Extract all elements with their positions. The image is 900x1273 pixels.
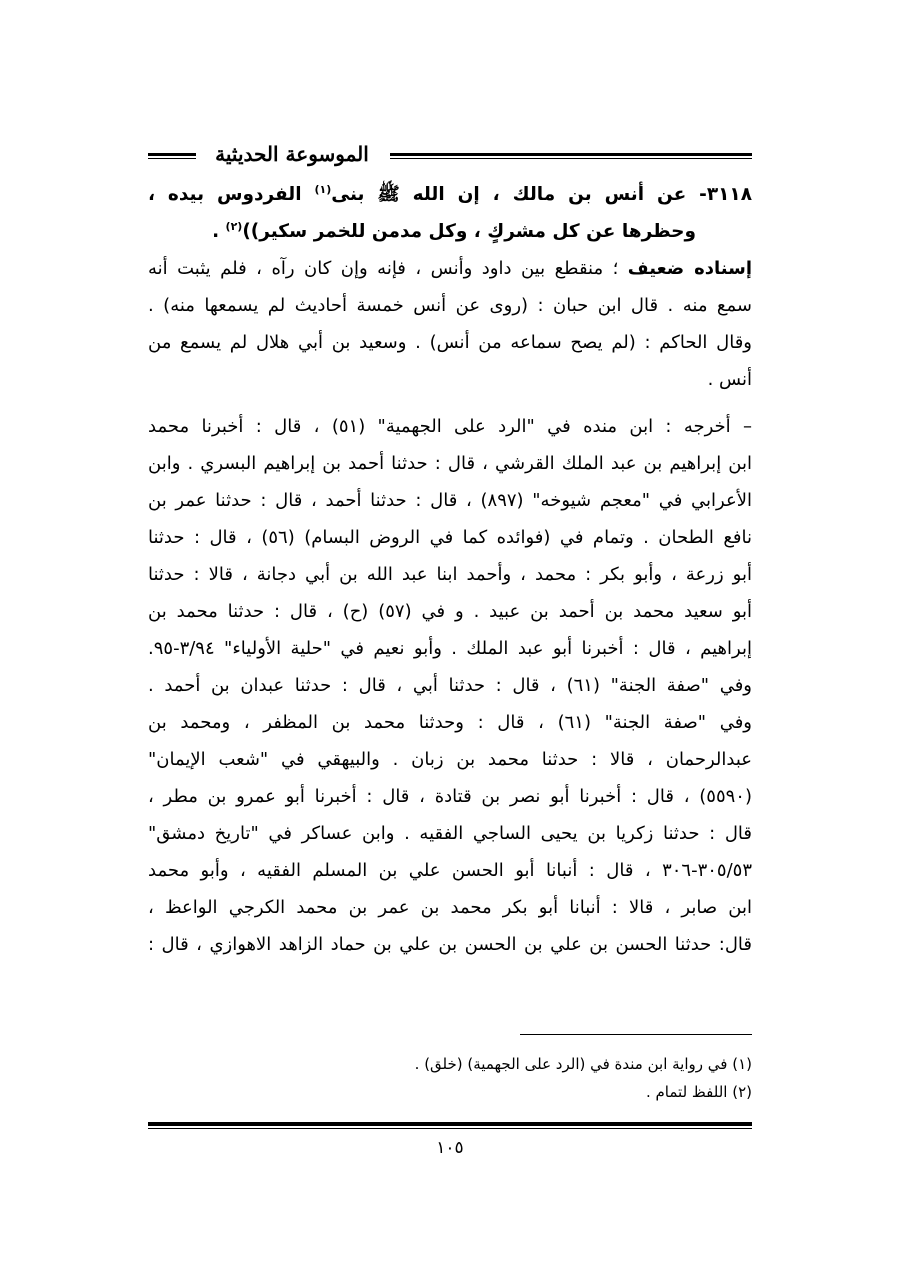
text-line: ابن صابر ، قالا : أنبانا أبو بكر محمد بن عمر بن محمد الكرجي الواعظ ، (148, 897, 752, 918)
text-line: قال : حدثنا زكريا بن يحيى الساجي الفقيه . وابن عساكر في "تاريخ دمشق" (148, 823, 752, 844)
text-line: (٥٥٩٠) ، قال : أخبرنا أبو نصر بن قتادة ، قال : أخبرنا أبو عمرو بن مطر ، (148, 786, 752, 807)
text-line: إبراهيم ، قال : أخبرنا أبو عبد الملك . وأبو نعيم في "حلية الأولياء" ٣/٩٤-٩٥. (148, 638, 752, 659)
footnote-ref-1[interactable]: (١) (314, 182, 332, 196)
text-line: ٣٠٥/٥٣-٣٠٦ ، قال : أنبانا أبو الحسن علي بن المسلم الفقيه ، وأبو محمد (148, 860, 752, 881)
isnad-line: إسناده ضعيف ؛ منقطع بين داود وأنس ، فإنه وإن كان رآه ، فلم يثبت أنه (148, 258, 752, 279)
text-line: ابن إبراهيم بن عبد الملك القرشي ، قال : حدثنا أحمد بن إبراهيم البسري . وابن (148, 453, 752, 474)
header-rule-left (148, 153, 196, 159)
text-line: أبو سعيد محمد بن أحمد بن عبيد . و في (٥٧) (ح) ، قال : حدثنا محمد بن (148, 601, 752, 622)
header-rule-right (390, 153, 752, 159)
text-line: نافع الطحان . وتمام في (فوائده كما في الروض البسام) (٥٦) ، قال : حدثنا (148, 527, 752, 548)
text-line: سمع منه . قال ابن حبان : (روى عن أنس خمسة أحاديث لم يسمعها منه) . (148, 295, 752, 316)
footnote-separator (520, 1034, 752, 1035)
text-line: – أخرجه : ابن منده في "الرد على الجهمية" (٥١) ، قال : أخبرنا محمد (148, 416, 752, 437)
footnote-1: (١) في رواية ابن مندة في (الرد على الجهمية) (خلق) . (414, 1055, 752, 1073)
page-number: ١٠٥ (436, 1138, 464, 1158)
text-line: الأعرابي في "معجم شيوخه" (٨٩٧) ، قال : حدثنا أحمد ، قال : حدثنا عمر بن (148, 490, 752, 511)
text-line: عبدالرحمان ، قالا : حدثنا محمد بن زبان . والبيهقي في "شعب الإيمان" (148, 749, 752, 770)
main-text (148, 176, 752, 963)
running-header (148, 142, 752, 172)
text-line: وفي "صفة الجنة" (٦١) ، قال : حدثنا أبي ، قال : حدثنا عبدان بن أحمد . (148, 675, 752, 696)
text-line: أبو زرعة ، وأبو بكر : محمد ، وأحمد ابنا عبد الله بن أبي دجانة ، قالا : حدثنا (148, 564, 752, 585)
footnote-2: (٢) اللفظ لتمام . (645, 1083, 752, 1101)
bottom-rule (148, 1122, 752, 1129)
text-line: وقال الحاكم : (لم يصح سماعه من أنس) . وسعيد بن أبي هلال لم يسمع من (148, 332, 752, 353)
footnotes (148, 1050, 752, 1106)
hadith-line-1: ٣١١٨- عن أنس بن مالك ، إن الله ﷺ بنى$^{(١)}$ الفردوس بيده ، (148, 182, 752, 205)
text-line: أنس . (707, 369, 752, 390)
isnad-label: إسناده ضعيف (627, 258, 752, 279)
footnote-ref-2[interactable]: (٢) (225, 219, 243, 233)
header-title: الموسوعة الحديثية (215, 142, 369, 166)
text-line: قال: حدثنا الحسن بن علي بن الحسن بن علي بن حماد الزاهد الاهوازي ، قال : (148, 934, 752, 955)
hadith-line-2: وحظرها عن كل مشركٍ ، وكل مدمن للخمر سكير))$^{(٢)}$ . (212, 219, 696, 242)
text-line: وفي "صفة الجنة" (٦١) ، قال : وحدثنا محمد بن المظفر ، ومحمد بن (148, 712, 752, 733)
